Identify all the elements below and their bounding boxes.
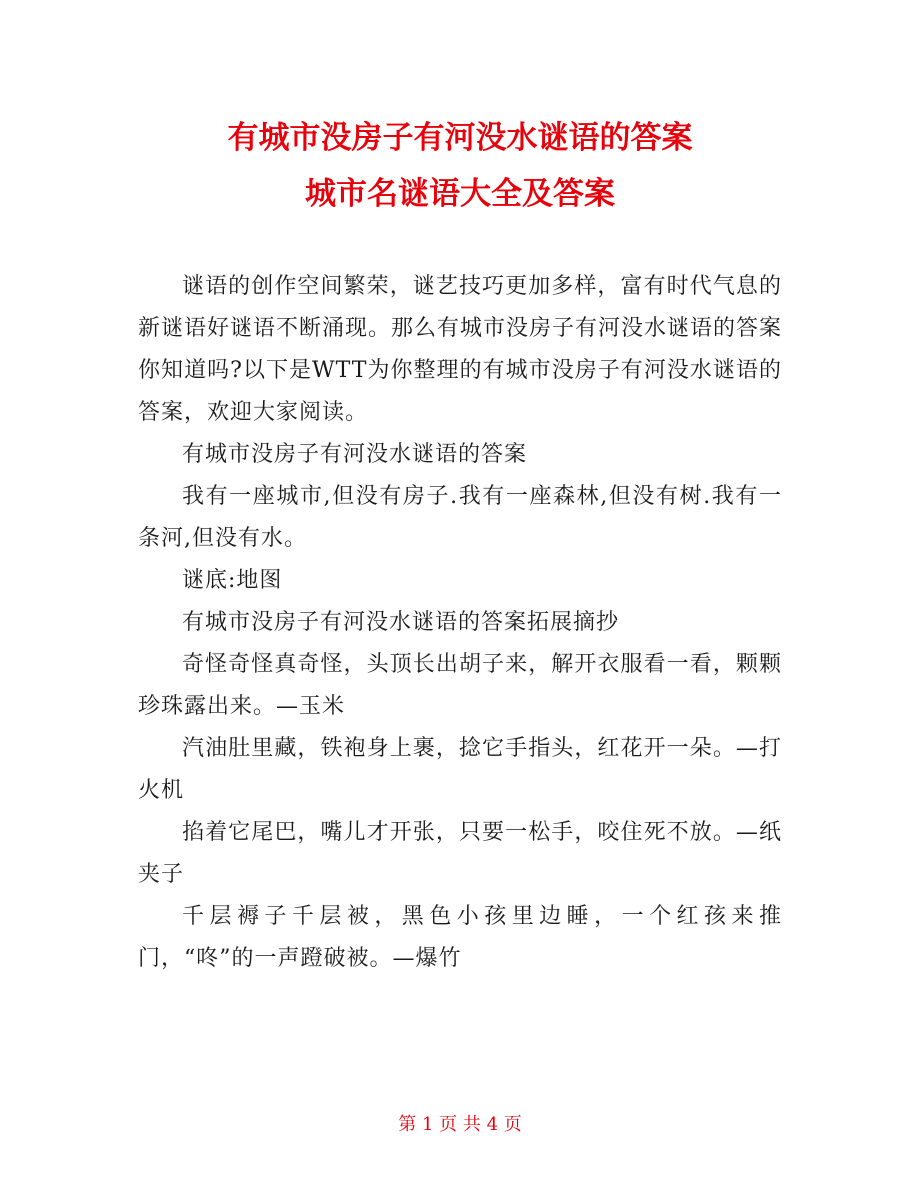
paragraph-answer: 谜底:地图: [182, 568, 283, 593]
page-footer: 第 1 页 共 4 页: [398, 1114, 522, 1135]
paragraph-riddle-clip: 掐着它尾巴，嘴儿才开张，只要一松手，咬住死不放。—纸夹子: [138, 820, 782, 887]
paragraph-extension-heading: 有城市没房子有河没水谜语的答案拓展摘抄: [182, 610, 620, 635]
paragraph-riddle-firecracker: 千层褥子千层被，黑色小孩里边睡，一个红孩来推门，“咚”的一声蹬破被。—爆竹: [138, 904, 782, 971]
paragraph-riddle-lighter: 汽油肚里藏，铁袍身上裹，捻它手指头，红花开一朵。—打火机: [138, 736, 782, 803]
paragraph-riddle-corn: 奇怪奇怪真奇怪，头顶长出胡子来，解开衣服看一看，颗颗珍珠露出来。—玉米: [138, 652, 782, 719]
document-body: [138, 266, 782, 980]
document-subtitle: 城市名谜语大全及答案: [305, 176, 615, 212]
paragraph-riddle: 我有一座城市,但没有房子.我有一座森林,但没有树.我有一条河,但没有水。: [138, 484, 782, 551]
paragraph-heading: 有城市没房子有河没水谜语的答案: [182, 442, 528, 467]
paragraph-intro: 谜语的创作空间繁荣，谜艺技巧更加多样，富有时代气息的新谜语好谜语不断涌现。那么有城市没房子有河没水谜语的答案你知道吗?以下是WTT为你整理的有城市没房子有河没水谜语的答案，欢迎大家阅读。: [138, 274, 783, 425]
document-title: 有城市没房子有河没水谜语的答案: [227, 120, 693, 156]
